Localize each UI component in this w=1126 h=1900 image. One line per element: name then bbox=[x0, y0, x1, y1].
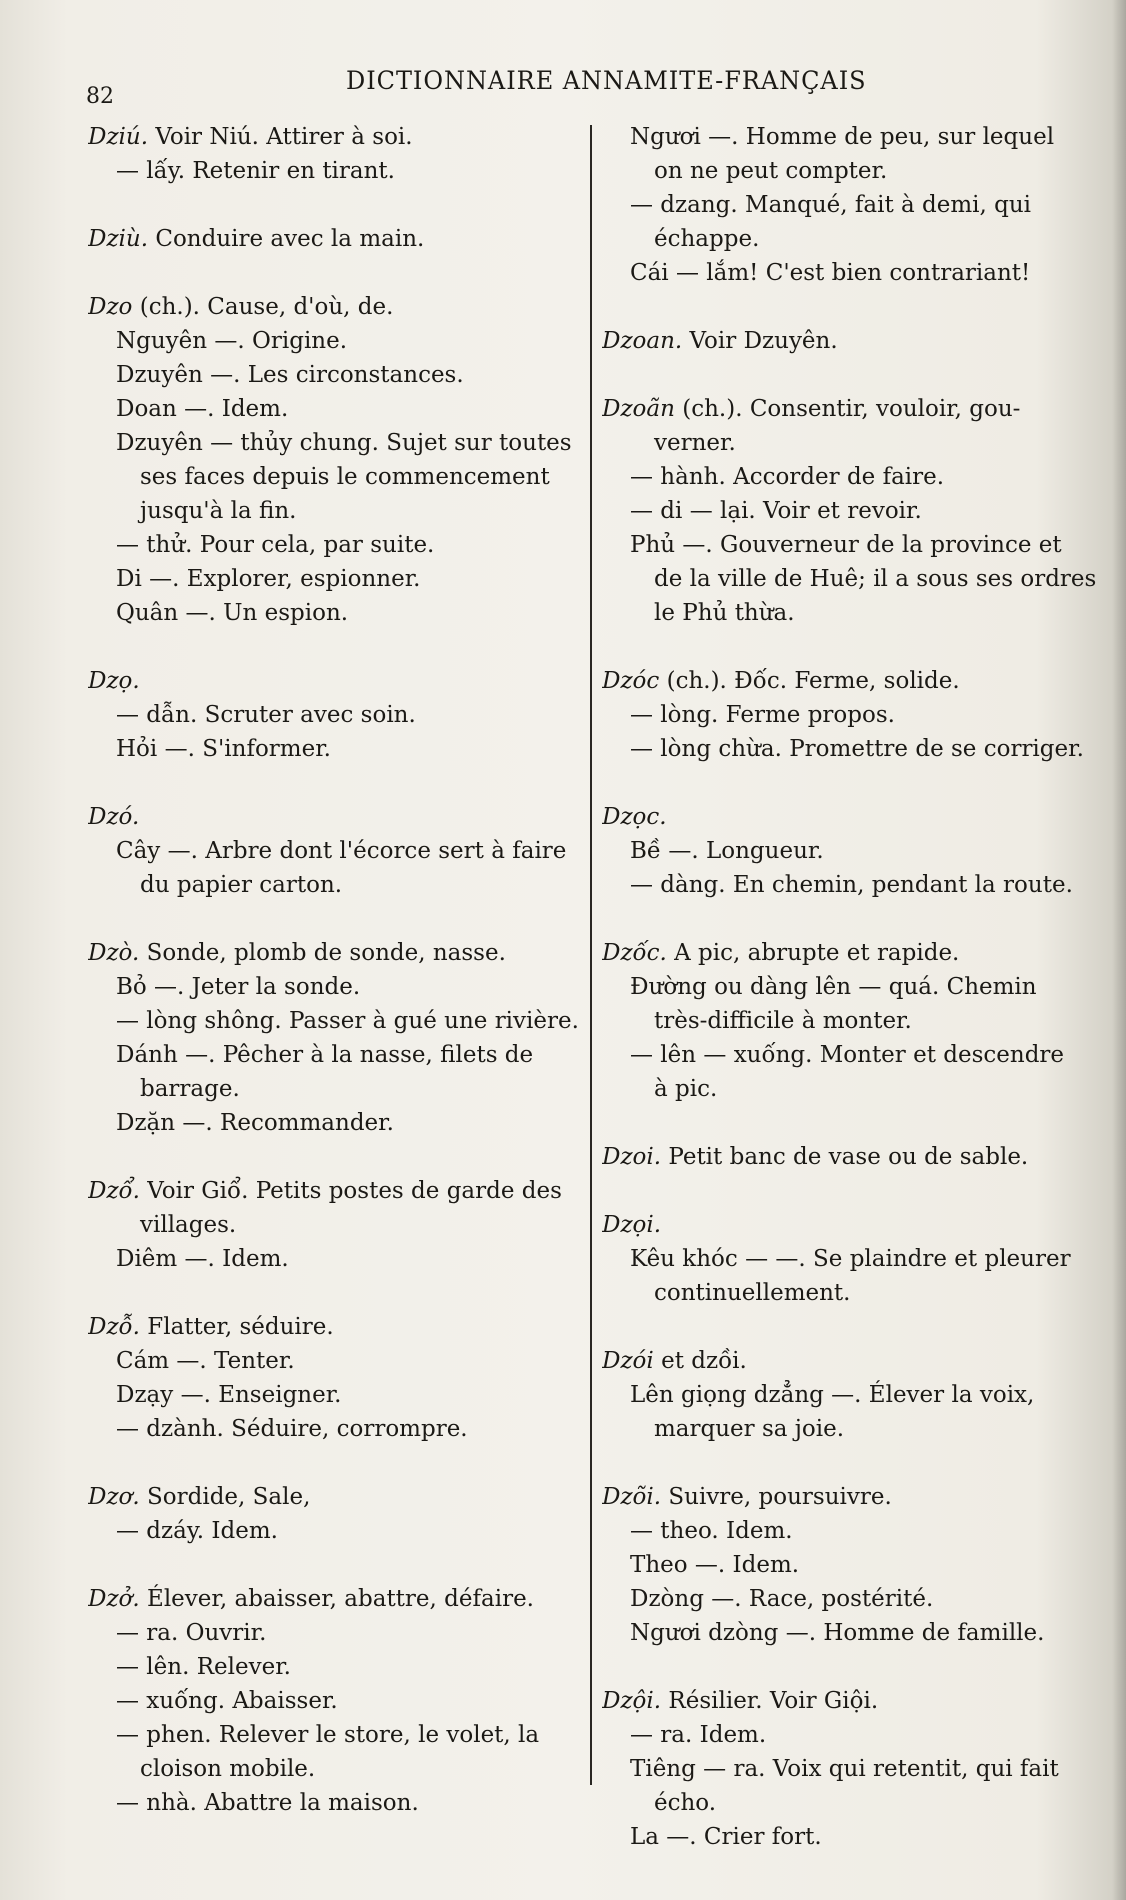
subentry-line: — dzang. Manqué, fait à demi, qui bbox=[630, 192, 1032, 218]
dictionary-entry bbox=[88, 1174, 588, 1276]
continuation-line: verner. bbox=[654, 430, 736, 456]
subentry-line: — hành. Accorder de faire. bbox=[630, 464, 945, 490]
dictionary-entry bbox=[602, 800, 1100, 902]
definition: (ch.). Consentir, vouloir, gou- bbox=[674, 396, 1021, 422]
subentry-line: — nhà. Abattre la maison. bbox=[116, 1790, 419, 1816]
subentry-line: — lấy. Retenir en tirant. bbox=[116, 158, 395, 184]
subentry-line: Ngươi —. Homme de peu, sur lequel bbox=[630, 124, 1055, 150]
continuation-line: jusqu'à la fin. bbox=[140, 498, 297, 524]
entry-headline bbox=[602, 1140, 1100, 1174]
entry-headline bbox=[602, 1344, 1100, 1378]
subentry-line: La —. Crier fort. bbox=[630, 1824, 822, 1850]
definition: Sonde, plomb de sonde, nasse. bbox=[139, 940, 506, 966]
left-column bbox=[88, 120, 588, 1854]
dictionary-entry bbox=[88, 290, 588, 630]
dictionary-entry bbox=[88, 664, 588, 766]
continuation-line: le Phủ thừa. bbox=[654, 600, 795, 626]
subentry-line: — dzáy. Idem. bbox=[116, 1518, 278, 1544]
entry-headline bbox=[602, 800, 1100, 834]
definition: Voir Giổ. Petits postes de garde des bbox=[139, 1178, 562, 1204]
entry-headline bbox=[88, 120, 588, 154]
definition: Sordide, Sale, bbox=[139, 1484, 311, 1510]
headword: Dzõi. bbox=[602, 1484, 662, 1510]
definition: Voir Dzuyên. bbox=[682, 328, 838, 354]
headword: Dzoi. bbox=[602, 1144, 662, 1170]
subentry-line: Cây —. Arbre dont l'écorce sert à faire bbox=[116, 838, 567, 864]
subentry-line: Cám —. Tenter. bbox=[116, 1348, 295, 1374]
headword: Dzói bbox=[602, 1348, 654, 1374]
entry-headline bbox=[88, 936, 588, 970]
dictionary-entry bbox=[602, 120, 1100, 290]
definition: Suivre, poursuivre. bbox=[661, 1484, 892, 1510]
continuation-line: villages. bbox=[140, 1212, 237, 1238]
definition: et dzồi. bbox=[653, 1348, 747, 1374]
entry-headline bbox=[88, 290, 588, 324]
definition: Voir Niú. Attirer à soi. bbox=[148, 124, 413, 150]
running-title: DICTIONNAIRE ANNAMITE-FRANÇAIS bbox=[346, 66, 867, 95]
headword: Dzọi. bbox=[602, 1212, 662, 1238]
subentry-line: Dzặn —. Recommander. bbox=[116, 1110, 394, 1136]
entry-headline bbox=[602, 1208, 1100, 1242]
subentry-line: Lên giọng dzẳng —. Élever la voix, bbox=[630, 1382, 1035, 1408]
dictionary-entry bbox=[602, 1208, 1100, 1310]
definition: (ch.). Cause, d'où, de. bbox=[132, 294, 394, 320]
subentry-line: Theo —. Idem. bbox=[630, 1552, 800, 1578]
dictionary-entry bbox=[602, 1684, 1100, 1854]
dictionary-entry bbox=[88, 222, 588, 256]
subentry-line: — dzành. Séduire, corrompre. bbox=[116, 1416, 468, 1442]
entry-headline bbox=[602, 1480, 1100, 1514]
continuation-line: échappe. bbox=[654, 226, 760, 252]
subentry-line: Hỏi —. S'informer. bbox=[116, 736, 331, 762]
entry-headline bbox=[88, 1310, 588, 1344]
definition: Élever, abaisser, abattre, défaire. bbox=[139, 1586, 534, 1612]
continuation-line: écho. bbox=[654, 1790, 717, 1816]
continuation-line: on ne peut compter. bbox=[654, 158, 888, 184]
subentry-line: — di — lại. Voir et revoir. bbox=[630, 498, 922, 524]
dictionary-entry bbox=[88, 1310, 588, 1446]
continuation-line: barrage. bbox=[140, 1076, 240, 1102]
page-header bbox=[86, 62, 1086, 112]
dictionary-entry bbox=[88, 936, 588, 1140]
entry-headline bbox=[602, 324, 1100, 358]
entry-headline bbox=[88, 1480, 588, 1514]
headword: Dziú. bbox=[88, 124, 149, 150]
headword: Dzơ. bbox=[88, 1484, 140, 1510]
subentry-line: Bề —. Longueur. bbox=[630, 838, 824, 864]
subentry-line: — phen. Relever le store, le volet, la bbox=[116, 1722, 540, 1748]
dictionary-entry bbox=[602, 392, 1100, 630]
subentry-line: — lòng shông. Passer à gué une rivière. bbox=[116, 1008, 579, 1034]
headword: Dzốc. bbox=[602, 940, 667, 966]
headword: Dzỗ. bbox=[88, 1314, 140, 1340]
headword: Dzò. bbox=[88, 940, 140, 966]
subentry-line: Phủ —. Gouverneur de la province et bbox=[630, 532, 1062, 558]
continuation-line: du papier carton. bbox=[140, 872, 343, 898]
dictionary-entry bbox=[602, 324, 1100, 358]
subentry-line: Kêu khóc — —. Se plaindre et pleurer bbox=[630, 1246, 1071, 1272]
dictionary-entry bbox=[602, 1140, 1100, 1174]
subentry-line: — ra. Ouvrir. bbox=[116, 1620, 267, 1646]
continuation-line: ses faces depuis le commencement bbox=[140, 464, 550, 490]
continuation-line: de la ville de Huê; il a sous ses ordres bbox=[654, 566, 1097, 592]
subentry-line: — dàng. En chemin, pendant la route. bbox=[630, 872, 1073, 898]
definition: Petit banc de vase ou de sable. bbox=[661, 1144, 1029, 1170]
page-edge-shadow bbox=[1112, 0, 1126, 1900]
dictionary-entry bbox=[602, 1480, 1100, 1650]
subentry-line: Ngươi dzòng —. Homme de famille. bbox=[630, 1620, 1045, 1646]
continuation-line: continuellement. bbox=[654, 1280, 851, 1306]
subentry-line: Dzuyên — thủy chung. Sujet sur toutes bbox=[116, 430, 572, 456]
page-number: 82 bbox=[86, 84, 114, 109]
entry-headline bbox=[602, 1684, 1100, 1718]
dictionary-entry bbox=[602, 936, 1100, 1106]
dictionary-entry bbox=[602, 1344, 1100, 1446]
headword: Dzó. bbox=[88, 804, 140, 830]
entry-headline bbox=[88, 800, 588, 834]
subentry-line: — ra. Idem. bbox=[630, 1722, 767, 1748]
headword: Dzội. bbox=[602, 1688, 662, 1714]
subentry-line: Dzuyên —. Les circonstances. bbox=[116, 362, 464, 388]
entry-headline bbox=[602, 936, 1100, 970]
subentry-line: Di —. Explorer, espionner. bbox=[116, 566, 421, 592]
subentry-line: Cái — lắm! C'est bien contrariant! bbox=[630, 260, 1031, 286]
subentry-line: Dánh —. Pêcher à la nasse, filets de bbox=[116, 1042, 534, 1068]
entry-headline bbox=[88, 1582, 588, 1616]
headword: Dzọc. bbox=[602, 804, 667, 830]
continuation-line: à pic. bbox=[654, 1076, 718, 1102]
subentry-line: — lên — xuống. Monter et descendre bbox=[630, 1042, 1065, 1068]
subentry-line: Đường ou dàng lên — quá. Chemin bbox=[630, 974, 1037, 1000]
subentry-line: Dzòng —. Race, postérité. bbox=[630, 1586, 934, 1612]
entry-headline bbox=[88, 1174, 588, 1208]
column-divider bbox=[590, 125, 592, 1785]
subentry-line: Quân —. Un espion. bbox=[116, 600, 349, 626]
definition: A pic, abrupte et rapide. bbox=[666, 940, 960, 966]
continuation-line: marquer sa joie. bbox=[654, 1416, 845, 1442]
continuation-line: très-difficile à monter. bbox=[654, 1008, 912, 1034]
subentry-line: Tiêng — ra. Voix qui retentit, qui fait bbox=[630, 1756, 1059, 1782]
subentry-line: — dẫn. Scruter avec soin. bbox=[116, 702, 416, 728]
subentry-line: Nguyên —. Origine. bbox=[116, 328, 348, 354]
headword: Dzoan. bbox=[602, 328, 683, 354]
headword: Dzở. bbox=[88, 1586, 140, 1612]
dictionary-entry bbox=[88, 800, 588, 902]
definition: Flatter, séduire. bbox=[139, 1314, 334, 1340]
dictionary-entry bbox=[88, 120, 588, 188]
dictionary-entry bbox=[88, 1582, 588, 1820]
headword: Dzo bbox=[88, 294, 133, 320]
subentry-line: Doan —. Idem. bbox=[116, 396, 289, 422]
subentry-line: — lòng chừa. Promettre de se corriger. bbox=[630, 736, 1084, 762]
entry-headline bbox=[88, 664, 588, 698]
definition: (ch.). Đốc. Ferme, solide. bbox=[659, 668, 960, 694]
definition: Résilier. Voir Giội. bbox=[661, 1688, 879, 1714]
subentry-line: Dzạy —. Enseigner. bbox=[116, 1382, 342, 1408]
subentry-line: — theo. Idem. bbox=[630, 1518, 793, 1544]
headword: Dzọ. bbox=[88, 668, 140, 694]
continuation-line: cloison mobile. bbox=[140, 1756, 316, 1782]
headword: Dziù. bbox=[88, 226, 149, 252]
subentry-line: — lên. Relever. bbox=[116, 1654, 291, 1680]
headword: Dzóc bbox=[602, 668, 660, 694]
subentry-line: Bỏ —. Jeter la sonde. bbox=[116, 974, 361, 1000]
right-column bbox=[602, 120, 1100, 1888]
subentry-line: — thử. Pour cela, par suite. bbox=[116, 532, 435, 558]
headword: Dzoãn bbox=[602, 396, 675, 422]
subentry-line: — xuống. Abaisser. bbox=[116, 1688, 338, 1714]
dictionary-entry bbox=[88, 1480, 588, 1548]
dictionary-entry bbox=[602, 664, 1100, 766]
headword: Dzổ. bbox=[88, 1178, 140, 1204]
subentry-line: — lòng. Ferme propos. bbox=[630, 702, 895, 728]
entry-headline bbox=[602, 664, 1100, 698]
entry-headline bbox=[88, 222, 588, 256]
subentry-line: Diêm —. Idem. bbox=[116, 1246, 289, 1272]
definition: Conduire avec la main. bbox=[148, 226, 425, 252]
entry-headline bbox=[602, 392, 1100, 426]
